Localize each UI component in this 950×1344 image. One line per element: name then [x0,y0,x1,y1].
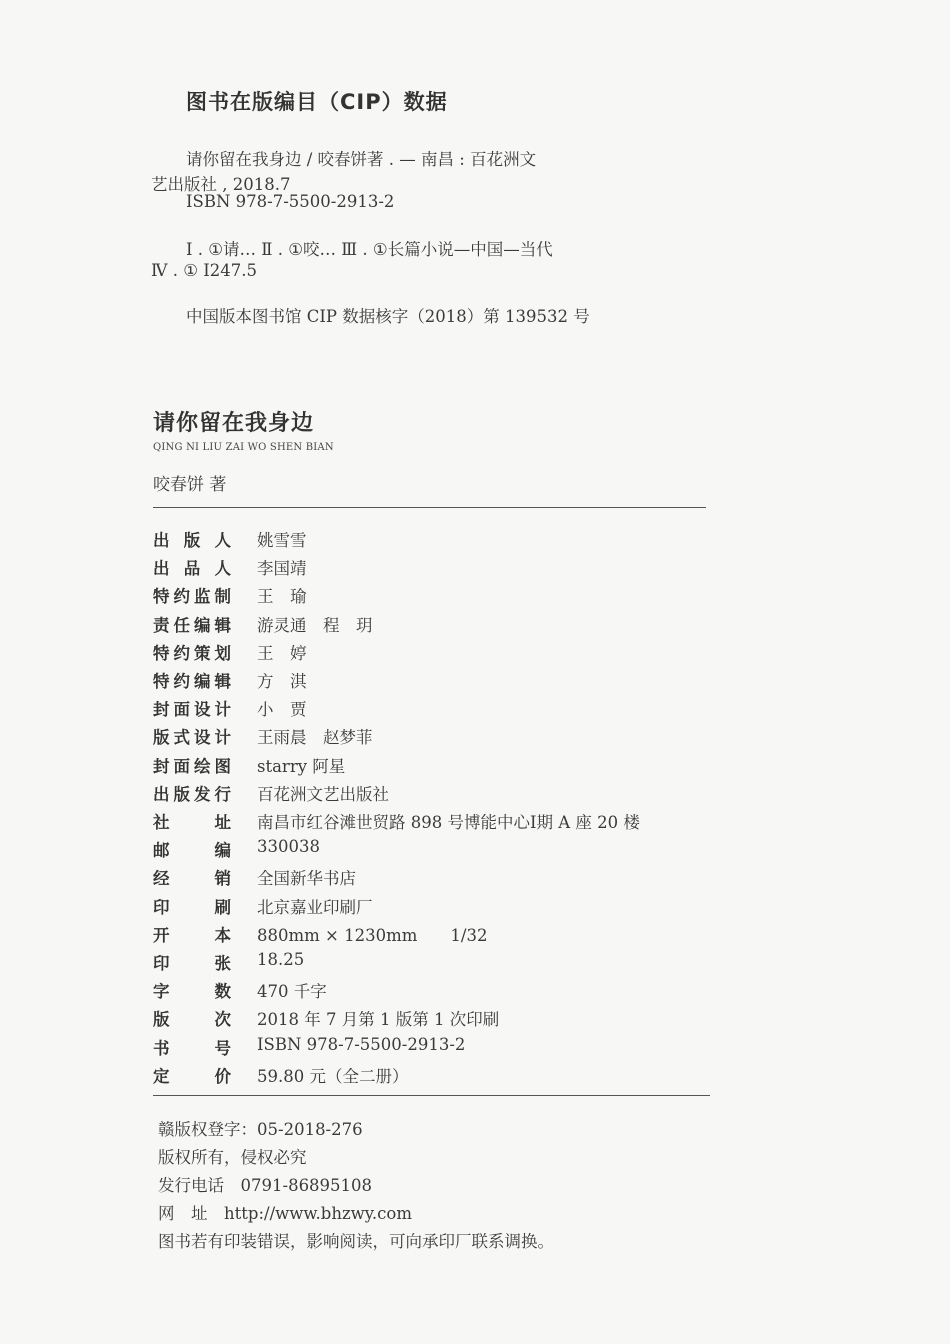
info-label [153,555,231,579]
info-row [153,837,713,865]
info-label-char: 计 [214,700,231,720]
info-label-char: 约 [173,672,190,691]
info-label-char: 封 [153,756,170,776]
info-row [153,978,713,1006]
info-value: 李国靖 [257,559,307,579]
divider-top [153,507,706,508]
info-row [153,753,713,781]
misprint-notice: 图书若有印装错误，影响阅读，可向承印厂联系调换。 [158,1232,554,1251]
info-row [153,894,713,922]
info-label-char: 出 [153,559,170,579]
info-label [153,640,231,664]
info-label [153,696,231,720]
info-label-char: 出 [153,531,170,550]
info-label-char: 约 [173,643,190,663]
info-label-char: 经 [153,869,170,889]
info-label-char: 图 [214,756,231,776]
info-row [153,950,713,978]
info-label [153,781,231,805]
distribution-phone: 发行电话 0791-86895108 [158,1176,373,1195]
info-label-char: 辑 [214,615,231,635]
info-label-char: 定 [153,1066,170,1086]
cip-line-4: Ⅰ . ①请… Ⅱ . ①咬… Ⅲ . ①长篇小说—中国—当代 [186,240,553,259]
info-value: 游灵通 程 玥 [257,615,373,635]
info-label-char: 责 [153,615,170,635]
rights-notice: 版权所有，侵权必究 [158,1148,307,1167]
info-label-char: 设 [194,700,211,720]
cip-line-1: 请你留在我身边 / 咬春饼著 . — 南昌 : 百花洲文 [186,150,537,169]
info-row [153,668,713,696]
info-label-char: 编 [194,672,211,691]
info-label-char: 任 [173,615,190,635]
info-value: 王 婷 [257,643,307,663]
info-label-char: 邮 [153,841,170,861]
info-row [153,612,713,640]
info-row [153,640,713,668]
info-value: 小 贾 [257,700,307,720]
info-label-char: 特 [153,587,170,607]
info-label-char: 社 [153,813,170,832]
cip-line-2: 艺出版社 , 2018.7 [151,175,291,194]
info-label-char: 版 [153,1010,170,1030]
info-row [153,781,713,809]
info-value: 姚雪雪 [257,531,307,550]
info-label-char: 开 [153,925,170,945]
info-label-char: 特 [153,643,170,663]
info-label-char: 价 [214,1066,231,1086]
info-label [153,950,231,974]
info-row [153,527,713,555]
info-label-char: 本 [214,925,231,945]
info-label-char: 特 [153,672,170,691]
info-label-char: 印 [153,954,170,973]
info-row [153,555,713,583]
info-row [153,1006,713,1034]
info-value: 880mm × 1230mm 1/32 [257,925,488,945]
info-label [153,922,231,946]
info-label-char: 张 [214,954,231,973]
info-label-char: 行 [214,784,231,804]
info-label [153,809,231,833]
info-label [153,753,231,777]
info-row [153,1063,713,1091]
info-label-char: 面 [173,700,190,720]
info-label-char: 号 [214,1038,231,1058]
info-value: 59.80 元（全二册） [257,1066,409,1086]
info-value: 王 瑜 [257,587,307,607]
info-label [153,668,231,692]
info-label [153,837,231,861]
website: 网 址 http://www.bhzwy.com [158,1204,412,1223]
info-label-char: 编 [214,841,231,861]
info-label [153,724,231,748]
info-label-char: 人 [214,559,231,579]
info-value: 2018 年 7 月第 1 版第 1 次印刷 [257,1010,500,1030]
info-label-char: 计 [214,728,231,748]
info-value: 330038 [257,837,320,857]
cip-line-5: Ⅳ . ① I247.5 [151,261,258,280]
info-label-char: 式 [173,728,190,748]
divider-bottom [153,1095,710,1096]
info-label-char: 次 [214,1010,231,1030]
info-label [153,894,231,918]
info-value: 南昌市红谷滩世贸路 898 号博能中心Ⅰ期 A 座 20 楼 [257,813,640,832]
book-title-pinyin: QING NI LIU ZAI WO SHEN BIAN [153,442,334,453]
info-label-char: 址 [214,813,231,832]
info-label-char: 书 [153,1038,170,1058]
info-label-char: 辑 [214,672,231,691]
info-label-char: 绘 [194,756,211,776]
book-title: 请你留在我身边 [153,411,315,436]
info-label-char: 版 [173,784,190,804]
info-row [153,724,713,752]
info-label-char: 印 [153,897,170,917]
info-row [153,809,713,837]
info-label [153,978,231,1002]
info-value: starry 阿星 [257,756,346,776]
info-label-char: 策 [194,643,211,663]
info-row [153,922,713,950]
info-row [153,1035,713,1063]
cip-title: 图书在版编目（CIP）数据 [186,90,448,114]
info-label-char: 版 [183,531,201,550]
info-label-char: 销 [214,869,231,889]
copyright-registration: 赣版权登字：05-2018-276 [158,1120,363,1139]
info-label-char: 人 [214,531,231,550]
info-label-char: 面 [173,756,190,776]
info-label-char: 设 [194,728,211,748]
info-label-char: 字 [153,982,170,1002]
info-label [153,1006,231,1030]
info-label-char: 划 [214,643,231,663]
info-value: 北京嘉业印刷厂 [257,897,373,917]
info-value: ISBN 978-7-5500-2913-2 [257,1034,466,1054]
info-label-char: 约 [173,587,190,607]
info-row [153,696,713,724]
info-row [153,865,713,893]
cip-line-3: ISBN 978-7-5500-2913-2 [186,192,395,211]
info-label-char: 制 [214,587,231,607]
info-label-char: 发 [194,784,211,804]
info-label-char: 品 [183,559,201,579]
cip-line-6: 中国版本图书馆 CIP 数据核字（2018）第 139532 号 [186,307,590,326]
info-value: 18.25 [257,950,305,969]
info-label-char: 刷 [214,897,231,917]
info-value: 王雨晨 赵梦菲 [257,728,373,748]
info-label [153,583,231,607]
info-label-char: 监 [194,587,211,607]
info-value: 方 淇 [257,672,307,691]
info-value: 470 千字 [257,982,327,1002]
info-label-char: 封 [153,700,170,720]
info-label-char: 版 [153,728,170,748]
info-label [153,1063,231,1087]
info-label-char: 数 [214,982,231,1002]
info-value: 百花洲文艺出版社 [257,784,389,804]
info-row [153,583,713,611]
book-author: 咬春饼 著 [153,475,227,495]
info-value: 全国新华书店 [257,869,356,889]
info-label [153,612,231,636]
info-label [153,527,231,551]
info-label-char: 编 [194,615,211,635]
info-label [153,1035,231,1059]
info-label [153,865,231,889]
info-label-char: 出 [153,784,170,804]
